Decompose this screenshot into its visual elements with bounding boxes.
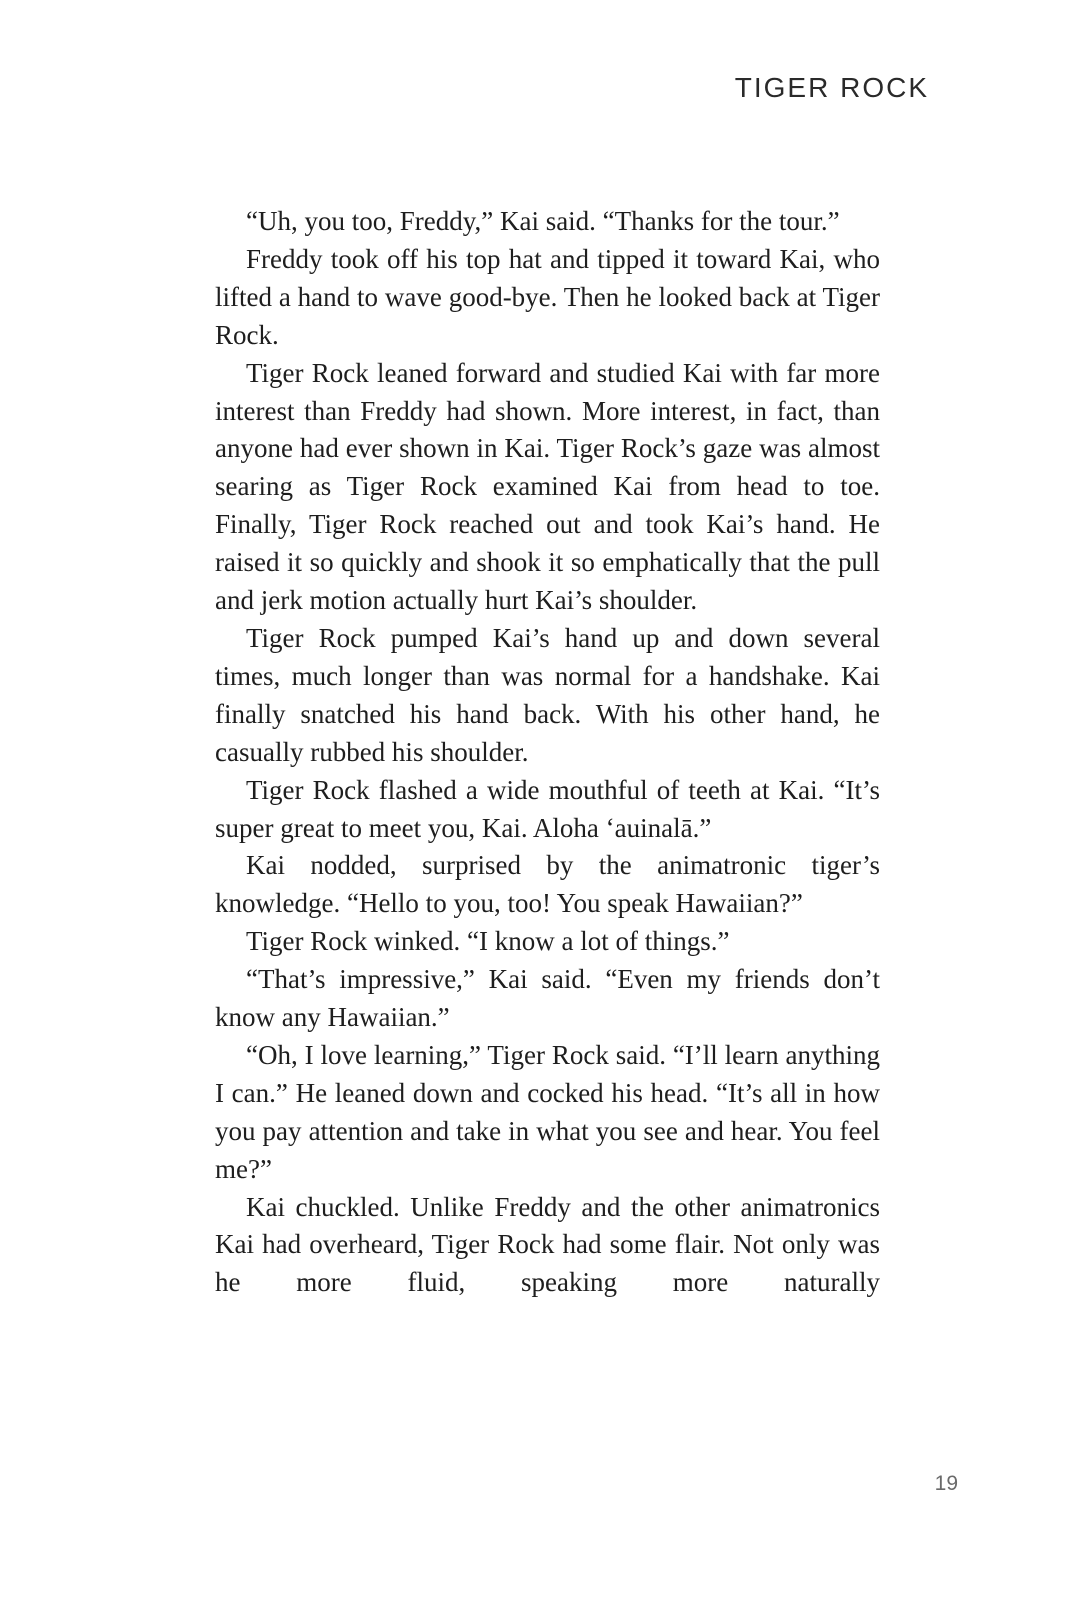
paragraph: “That’s impressive,” Kai said. “Even my friends don’t know any Hawaiian.”: [215, 964, 880, 1033]
paragraph: “Oh, I love learning,” Tiger Rock said. “I’ll learn anything I can.” He leaned down and cocked his head. “It’s all in how you pay attention and take in what you see and hear. You feel me?”: [215, 1039, 880, 1184]
paragraph: Tiger Rock flashed a wide mouthful of teeth at Kai. “It’s super great to meet you, Kai. Aloha ‘auinalā.”: [215, 774, 880, 843]
paragraph: Freddy took off his top hat and tipped it toward Kai, who lifted a hand to wave good-bye. Then he looked back at Tiger Rock.: [215, 243, 880, 350]
paragraph: Tiger Rock leaned forward and studied Kai with far more interest than Freddy had shown. More interest, in fact, than anyone had ever shown in Kai. Tiger Rock’s gaze was almost searing as Tiger Rock examined Kai from head to toe. Finally, Tiger Rock reached out and took Kai’s hand. He raised it so quickly and shook it so emphatically that the pull and jerk motion actually hurt Kai’s shoulder.: [215, 357, 880, 616]
paragraph: Kai chuckled. Unlike Freddy and the other animatronics Kai had overheard, Tiger Rock had some flair. Not only was he more fluid, speaking more naturally: [215, 1191, 880, 1298]
paragraph: Tiger Rock winked. “I know a lot of things.”: [246, 926, 730, 957]
running-head-title: TIGER ROCK: [734, 72, 929, 103]
page-number: 19: [934, 1472, 958, 1495]
paragraph: “Uh, you too, Freddy,” Kai said. “Thanks for the tour.”: [246, 206, 840, 236]
paragraph: Tiger Rock pumped Kai’s hand up and down several times, much longer than was normal for a handshake. Kai finally snatched his hand back. With his other hand, he casually rubbed his shoulder.: [215, 622, 880, 767]
body-text: [215, 203, 880, 1302]
paragraph: Kai nodded, surprised by the animatronic tiger’s knowledge. “Hello to you, too! You speak Hawaiian?”: [215, 850, 880, 919]
